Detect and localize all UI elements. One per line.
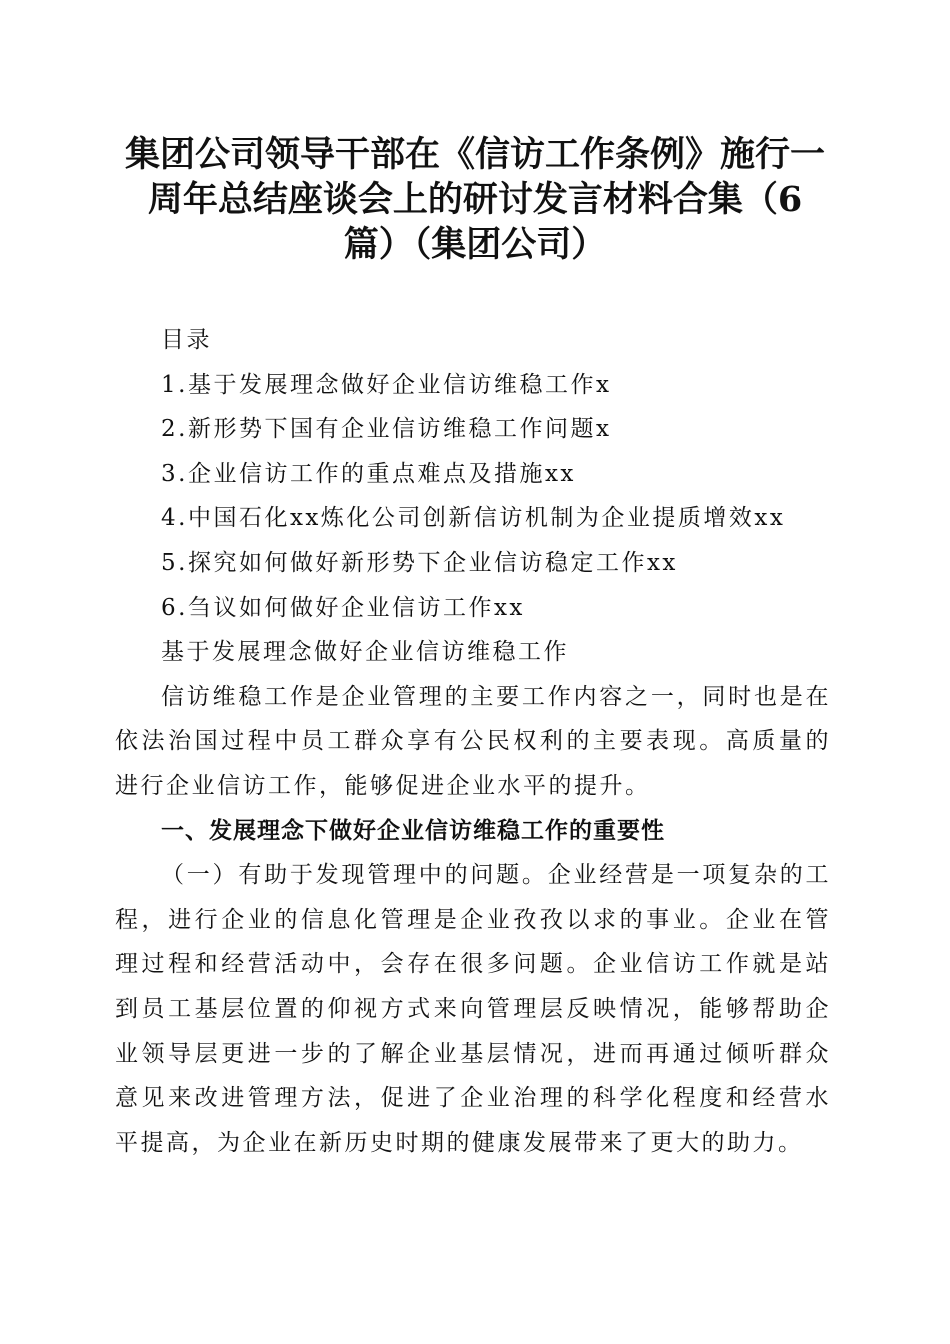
section-title: 基于发展理念做好企业信访维稳工作: [161, 639, 569, 666]
toc-item: 5.探究如何做好新形势下企业信访稳定工作xx: [161, 549, 678, 576]
paragraph-line: （一）有助于发现管理中的问题。企业经营是一项复杂的工: [161, 862, 831, 889]
toc-item: 3.企业信访工作的重点难点及措施xx: [161, 460, 576, 487]
toc-item: 1.基于发展理念做好企业信访维稳工作x: [161, 371, 612, 398]
paragraph-line: 业领导层更进一步的了解企业基层情况，进而再通过倾听群众: [115, 1040, 831, 1067]
paragraph-line: 信访维稳工作是企业管理的主要工作内容之一，同时也是在: [161, 683, 831, 710]
paragraph-line: 意见来改进管理方法，促进了企业治理的科学化程度和经营水: [115, 1085, 831, 1112]
toc-item: 4.中国石化xx炼化公司创新信访机制为企业提质增效xx: [161, 505, 786, 532]
title-line: 周年总结座谈会上的研讨发言材料合集（6: [147, 179, 803, 220]
document-title: [110, 132, 840, 267]
toc-item: 6.刍议如何做好企业信访工作xx: [161, 594, 525, 621]
title-line: 篇）（集团公司）: [343, 224, 607, 265]
paragraph-line: 依法治国过程中员工群众享有公民权利的主要表现。高质量的: [115, 728, 831, 755]
document-body: [115, 318, 831, 1165]
paragraph-line: 进行企业信访工作，能够促进企业水平的提升。: [115, 772, 651, 799]
table-of-contents: [115, 363, 831, 631]
paragraph-line: 理过程和经营活动中，会存在很多问题。企业信访工作就是站: [115, 951, 831, 978]
paragraph-line: 平提高，为企业在新历史时期的健康发展带来了更大的助力。: [115, 1129, 804, 1156]
toc-heading: 目录: [161, 327, 212, 353]
intro-paragraph: [115, 675, 831, 809]
section-heading-1: 一、发展理念下做好企业信访维稳工作的重要性: [161, 817, 665, 844]
title-line: 集团公司领导干部在《信访工作条例》施行一: [124, 134, 825, 175]
paragraph-line: 程，进行企业的信息化管理是企业孜孜以求的事业。企业在管: [115, 906, 831, 933]
paragraph-line: 到员工基层位置的仰视方式来向管理层反映情况，能够帮助企: [115, 995, 831, 1022]
toc-item: 2.新形势下国有企业信访维稳工作问题x: [161, 416, 612, 443]
paragraph-1: [115, 853, 831, 1165]
